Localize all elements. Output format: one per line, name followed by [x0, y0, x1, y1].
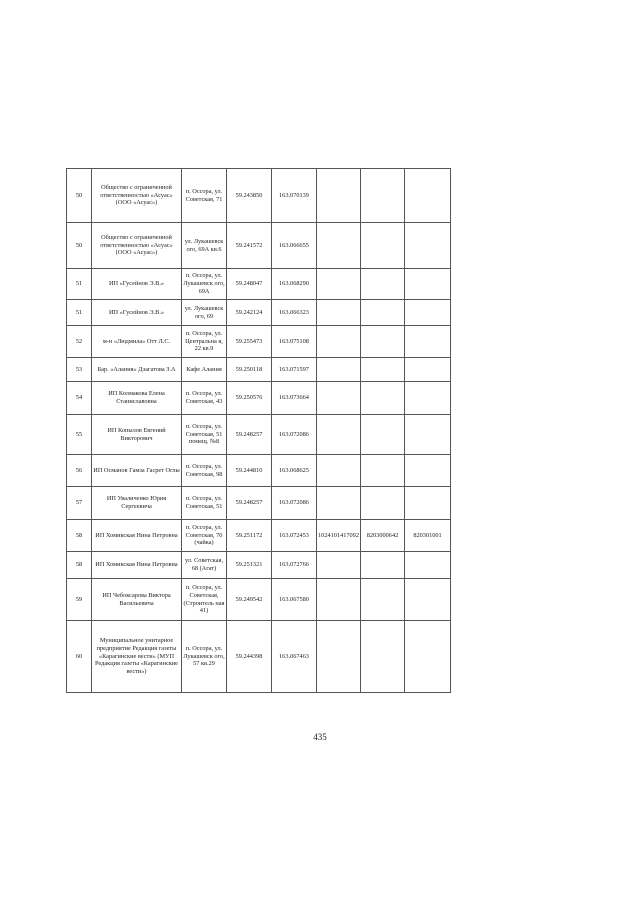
row-number-cell: 59: [67, 579, 92, 621]
latitude-cell: 59.242124: [227, 300, 272, 326]
latitude-cell: 59.248257: [227, 487, 272, 520]
address-cell: п. Оссора, ул. Лукашевск ого, 57 кв.29: [182, 621, 227, 693]
inn-cell: [361, 552, 405, 579]
longitude-cell: 163.072766: [272, 552, 317, 579]
longitude-cell: 163.068290: [272, 269, 317, 300]
organization-name-cell: ИП Османов Гамза Гасрет Оглы: [92, 455, 182, 487]
ogrn-cell: [317, 223, 361, 269]
latitude-cell: 59.244810: [227, 455, 272, 487]
address-cell: п. Оссора, ул. Советская, 43: [182, 382, 227, 415]
organization-name-cell: Муниципальное унитарное предприятие Редакция газеты «Карагинские вести» (МУП Редакция газеты «Карагинские вести»): [92, 621, 182, 693]
longitude-cell: 163.072086: [272, 487, 317, 520]
address-cell: п. Оссора, ул. Советская, (Строитель ная 41): [182, 579, 227, 621]
ogrn-cell: [317, 455, 361, 487]
longitude-cell: 163.066323: [272, 300, 317, 326]
address-cell: ул. Лукашевск ого, 69: [182, 300, 227, 326]
table-row: [67, 169, 451, 223]
address-cell: п. Оссора, ул. Лукашевск ого, 69А: [182, 269, 227, 300]
address-cell: ул. Лукашевск ого, 69А кв.6: [182, 223, 227, 269]
row-number-cell: 54: [67, 382, 92, 415]
inn-cell: [361, 223, 405, 269]
latitude-cell: 59.250118: [227, 358, 272, 382]
kpp-cell: [405, 326, 451, 358]
latitude-cell: 59.255473: [227, 326, 272, 358]
row-number-cell: 60: [67, 621, 92, 693]
kpp-cell: [405, 579, 451, 621]
ogrn-cell: [317, 552, 361, 579]
kpp-cell: [405, 358, 451, 382]
table-row: [67, 520, 451, 552]
kpp-cell: [405, 223, 451, 269]
table-row: [67, 269, 451, 300]
organization-name-cell: ИП Чебоксарова Виктора Васильевича: [92, 579, 182, 621]
inn-cell: [361, 382, 405, 415]
kpp-cell: [405, 552, 451, 579]
longitude-cell: 163.068625: [272, 455, 317, 487]
row-number-cell: 58: [67, 552, 92, 579]
organization-name-cell: ИП «Гусейнов Э.В.»: [92, 300, 182, 326]
table-row: [67, 358, 451, 382]
longitude-cell: 163.066655: [272, 223, 317, 269]
table-row: [67, 300, 451, 326]
table-row: [67, 455, 451, 487]
kpp-cell: [405, 300, 451, 326]
row-number-cell: 53: [67, 358, 92, 382]
table-row: [67, 552, 451, 579]
ogrn-cell: [317, 169, 361, 223]
latitude-cell: 59.243850: [227, 169, 272, 223]
longitude-cell: 163.075108: [272, 326, 317, 358]
longitude-cell: 163.073664: [272, 382, 317, 415]
latitude-cell: 59.251172: [227, 520, 272, 552]
organization-name-cell: Общество с ограниченной ответственностью «Асуас» (ООО «Асуас»): [92, 223, 182, 269]
organization-name-cell: ИП Копылов Евгений Викторович: [92, 415, 182, 455]
row-number-cell: 51: [67, 300, 92, 326]
table-row: [67, 223, 451, 269]
inn-cell: [361, 455, 405, 487]
row-number-cell: 56: [67, 455, 92, 487]
latitude-cell: 59.248047: [227, 269, 272, 300]
inn-cell: [361, 326, 405, 358]
page-number: 435: [313, 732, 327, 742]
inn-cell: [361, 487, 405, 520]
latitude-cell: 59.241572: [227, 223, 272, 269]
organization-name-cell: Бар. «Алания» Дзагатова З.А: [92, 358, 182, 382]
ogrn-cell: [317, 579, 361, 621]
kpp-cell: [405, 269, 451, 300]
inn-cell: [361, 415, 405, 455]
address-cell: п. Оссора, ул. Советская, 70 (чайка): [182, 520, 227, 552]
address-cell: п. Оссора, ул. Советская, 71: [182, 169, 227, 223]
address-cell: п. Оссора, ул. Центральна я, 22 кв.9: [182, 326, 227, 358]
row-number-cell: 51: [67, 269, 92, 300]
row-number-cell: 50: [67, 223, 92, 269]
registry-table: [66, 168, 451, 693]
ogrn-cell: [317, 487, 361, 520]
organization-name-cell: Общество с ограниченной ответственностью «Асуас» (ООО «Асуас»): [92, 169, 182, 223]
table-row: [67, 415, 451, 455]
table-row: [67, 382, 451, 415]
latitude-cell: 59.250576: [227, 382, 272, 415]
row-number-cell: 55: [67, 415, 92, 455]
ogrn-cell: [317, 621, 361, 693]
inn-cell: [361, 621, 405, 693]
organization-name-cell: ИП Колмакова Елена Станиславовна: [92, 382, 182, 415]
inn-cell: [361, 169, 405, 223]
table-row: [67, 621, 451, 693]
longitude-cell: 163.070139: [272, 169, 317, 223]
organization-name-cell: ИП «Гусейнов Э.В.»: [92, 269, 182, 300]
organization-name-cell: ИП Уваличенко Юрия Сергеевича: [92, 487, 182, 520]
organization-name-cell: м-н «Людмила» Отт Л.С.: [92, 326, 182, 358]
address-cell: п. Оссора, ул. Советская, 98: [182, 455, 227, 487]
inn-cell: [361, 358, 405, 382]
kpp-cell: [405, 621, 451, 693]
longitude-cell: 163.067580: [272, 579, 317, 621]
inn-cell: [361, 269, 405, 300]
kpp-cell: [405, 455, 451, 487]
organization-name-cell: ИП Хомикская Нина Петровна: [92, 520, 182, 552]
kpp-cell: [405, 415, 451, 455]
table-row: [67, 579, 451, 621]
ogrn-cell: [317, 269, 361, 300]
row-number-cell: 52: [67, 326, 92, 358]
kpp-cell: [405, 382, 451, 415]
ogrn-cell: [317, 382, 361, 415]
latitude-cell: 59.244398: [227, 621, 272, 693]
latitude-cell: 59.249542: [227, 579, 272, 621]
organization-name-cell: ИП Хомикская Нина Петровна: [92, 552, 182, 579]
table-row: [67, 487, 451, 520]
kpp-cell: [405, 169, 451, 223]
longitude-cell: 163.067463: [272, 621, 317, 693]
kpp-cell: 820301001: [405, 520, 451, 552]
ogrn-cell: 1024101417092: [317, 520, 361, 552]
address-cell: Кафе Алания: [182, 358, 227, 382]
ogrn-cell: [317, 358, 361, 382]
latitude-cell: 59.248257: [227, 415, 272, 455]
address-cell: п. Оссора, ул. Советская, 51: [182, 487, 227, 520]
ogrn-cell: [317, 415, 361, 455]
row-number-cell: 57: [67, 487, 92, 520]
inn-cell: [361, 300, 405, 326]
ogrn-cell: [317, 326, 361, 358]
longitude-cell: 163.072453: [272, 520, 317, 552]
row-number-cell: 50: [67, 169, 92, 223]
address-cell: ул. Советская, 68 (Агат): [182, 552, 227, 579]
longitude-cell: 163.071597: [272, 358, 317, 382]
ogrn-cell: [317, 300, 361, 326]
table-row: [67, 326, 451, 358]
address-cell: п. Оссора, ул. Советская, 51 помещ. №8: [182, 415, 227, 455]
inn-cell: [361, 579, 405, 621]
row-number-cell: 58: [67, 520, 92, 552]
longitude-cell: 163.072086: [272, 415, 317, 455]
latitude-cell: 59.251321: [227, 552, 272, 579]
kpp-cell: [405, 487, 451, 520]
inn-cell: 8203000642: [361, 520, 405, 552]
